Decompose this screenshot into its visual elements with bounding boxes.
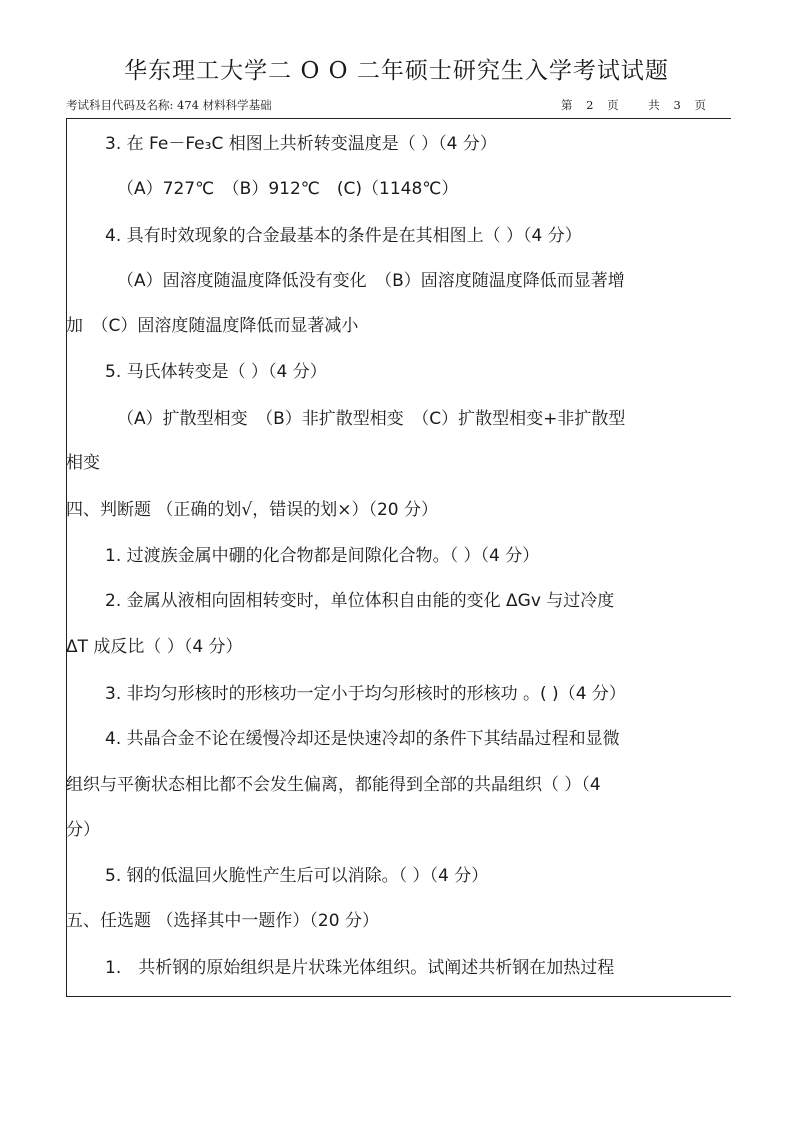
- question-line: 5. 马氏体转变是（ ）（4 分）: [105, 362, 327, 382]
- question-line: 2. 金属从液相向固相转变时，单位体积自由能的变化 ΔGv 与过冷度: [105, 591, 615, 611]
- question-line: （A）扩散型相变 （B）非扩散型相变 （C）扩散型相变+非扩散型: [117, 409, 626, 429]
- question-line: 分）: [66, 820, 100, 840]
- question-line: 1. 过渡族金属中硼的化合物都是间隙化合物。（ ）（4 分）: [105, 546, 540, 566]
- page-label: 第: [561, 98, 573, 112]
- exam-title: 华东理工大学二 O O 二年硕士研究生入学考试试题: [124, 58, 669, 84]
- total-label: 共: [648, 98, 660, 112]
- question-line: （A）固溶度随温度降低没有变化 （B）固溶度随温度降低而显著增: [117, 271, 625, 291]
- total-number: 3: [673, 98, 681, 112]
- total-unit: 页: [694, 98, 706, 112]
- question-line: ΔT 成反比（ ）（4 分）: [66, 637, 243, 657]
- section-heading: 五、任选题 （选择其中一题作）（20 分）: [66, 911, 379, 931]
- question-line: 相变: [66, 453, 100, 473]
- section-heading: 四、判断题 （正确的划√，错误的划×）（20 分）: [66, 500, 439, 520]
- question-line: 1. 共析钢的原始组织是片状珠光体组织。试阐述共析钢在加热过程: [105, 958, 615, 978]
- question-line: 3. 在 Fe－Fe₃C 相图上共析转变温度是（ ）（4 分）: [105, 134, 497, 154]
- question-line: 组织与平衡状态相比都不会发生偏离，都能得到全部的共晶组织（ ）（4: [66, 775, 601, 795]
- question-line: 加 （C）固溶度随温度降低而显著减小: [66, 316, 359, 336]
- question-line: （A）727℃ （B）912℃ (C)（1148℃）: [117, 179, 459, 199]
- question-line: 5. 钢的低温回火脆性产生后可以消除。（ ）（4 分）: [105, 866, 489, 886]
- question-line: 4. 具有时效现象的合金最基本的条件是在其相图上（ ）（4 分）: [105, 226, 582, 246]
- question-line: 4. 共晶合金不论在缓慢冷却还是快速冷却的条件下其结晶过程和显微: [105, 729, 620, 749]
- question-line: 3. 非均匀形核时的形核功一定小于均匀形核时的形核功 。( )（4 分）: [105, 684, 626, 704]
- subject-code: 考试科目代码及名称: 474 材料科学基础: [66, 98, 272, 112]
- page-number: 2: [586, 98, 594, 112]
- page-unit: 页: [607, 98, 619, 112]
